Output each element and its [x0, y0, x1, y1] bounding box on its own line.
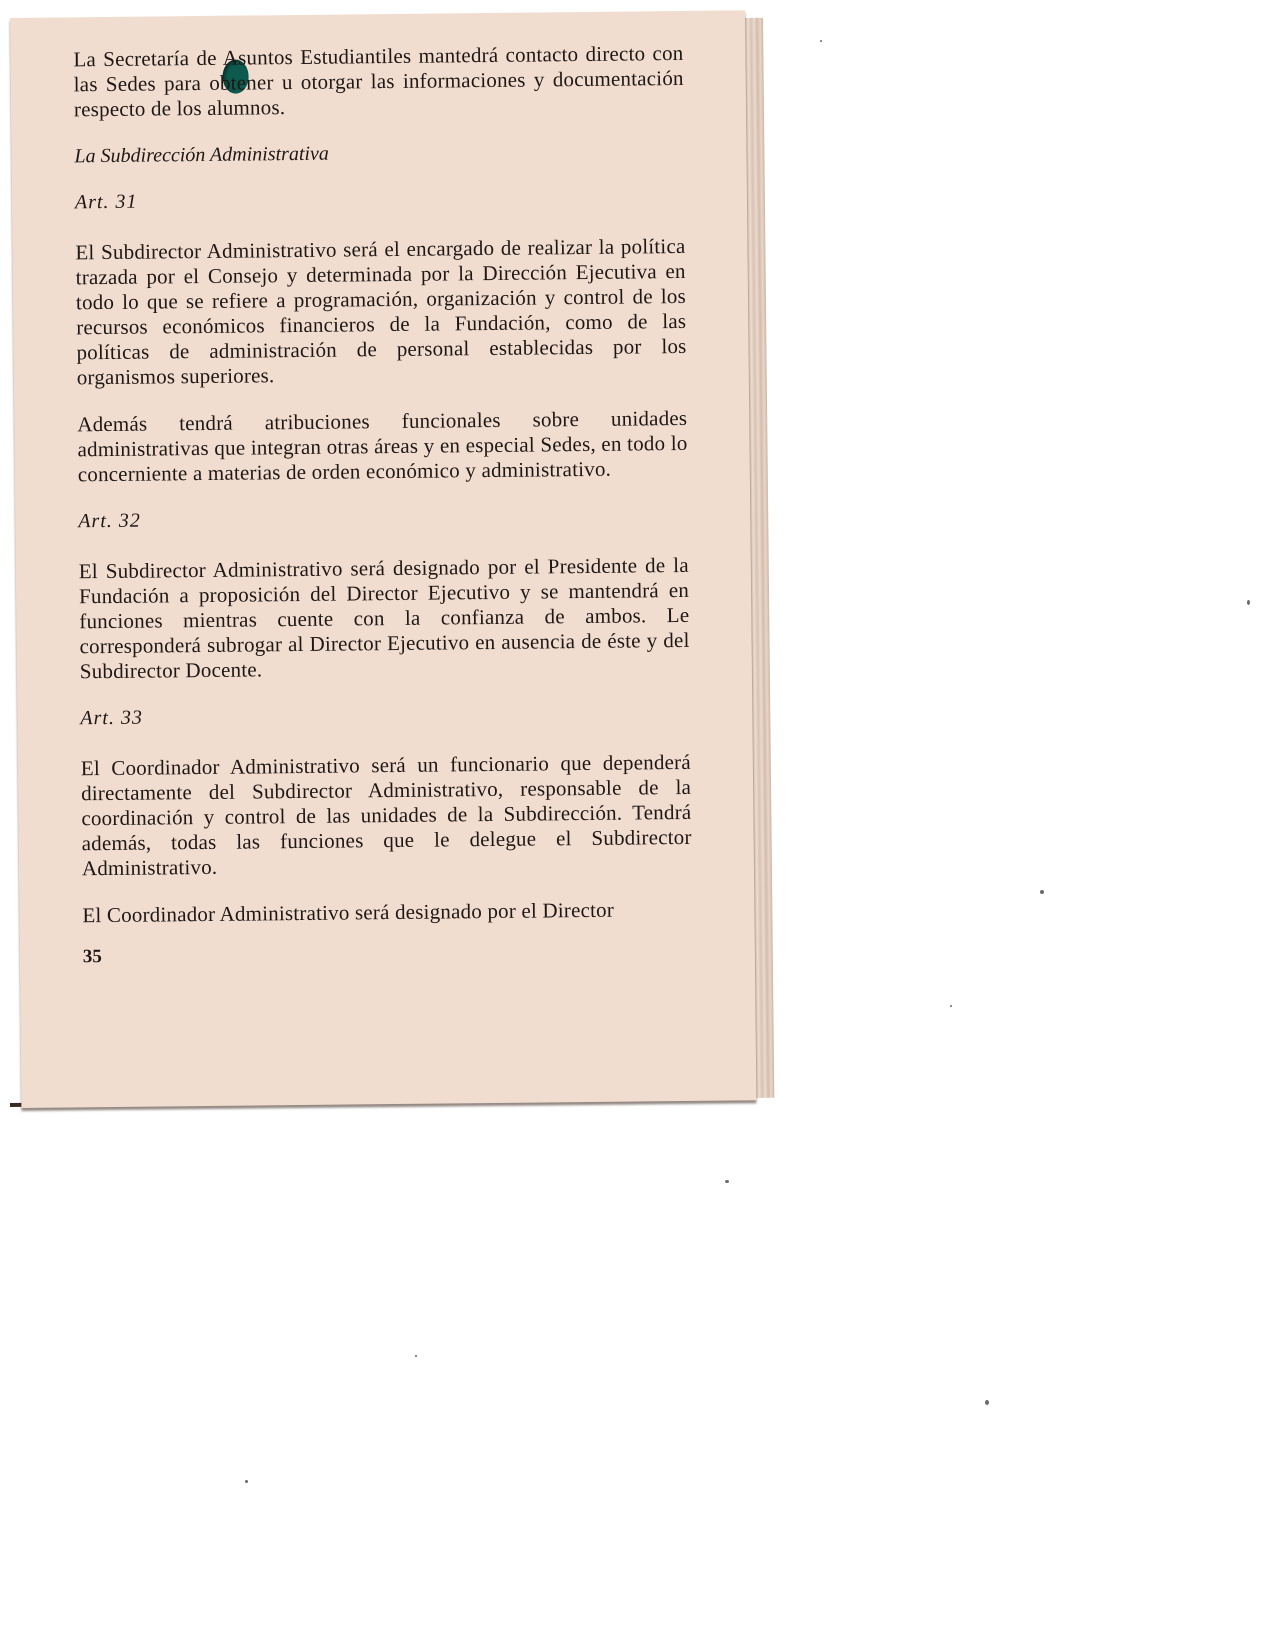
- section-heading: La Subdirección Administrativa: [74, 142, 329, 168]
- article-paragraph: El Coordinador Administrativo será un funcionario que dependerá directamente del Subdirector Administrativo, responsable de la coordinación y control de las unidades de la Subdirección. Tendrá además, todas las funciones que le delegue el Subdirector Administrativo.: [80, 749, 692, 881]
- article-paragraph: Además tendrá atribuciones funcionales sobre unidades administrativas que integran otras áreas y en especial Sedes, en todo lo concerniente a materias de orden económico y administrativo.: [77, 405, 688, 487]
- article-label: Art. 31: [74, 190, 138, 214]
- scan-speck: [245, 1480, 248, 1483]
- article-label: Art. 32: [78, 509, 141, 533]
- article-paragraph: El Subdirector Administrativo será el encargado de realizar la política trazada por el Consejo y determinada por la Dirección Ejecutiva en todo lo que se refiere a programación, organización y control de los recursos económicos financieros de la Fundación, como de las políticas de administración de personal establecidas por los organismos superiores.: [75, 233, 687, 390]
- scan-speck: [415, 1355, 417, 1357]
- scan-speck: [1040, 890, 1044, 894]
- scan-speck: [725, 1180, 729, 1183]
- article-paragraph: El Subdirector Administrativo será designado por el Presidente de la Fundación a proposición del Director Ejecutivo y se mantendrá en funciones mientras cuente con la confianza de ambos. Le corresponderá subrogar al Director Ejecutivo en ausencia de éste y del Subdirector Docente.: [78, 552, 690, 684]
- intro-paragraph: La Secretaría de Asuntos Estudiantiles mantedrá contacto directo con las Sedes para obtener u otorgar las informaciones y documentación respecto de los alumnos.: [73, 40, 684, 122]
- page-number: 35: [82, 946, 102, 968]
- scan-speck: [1247, 600, 1250, 605]
- scan-speck: [820, 40, 822, 42]
- scan-speck: [985, 1400, 989, 1405]
- article-label: Art. 33: [80, 706, 144, 730]
- scan-speck: [950, 1005, 952, 1007]
- page-body: [73, 41, 693, 968]
- scanned-page: [10, 10, 756, 1108]
- article-paragraph: El Coordinador Administrativo será designado por el Director: [82, 897, 615, 928]
